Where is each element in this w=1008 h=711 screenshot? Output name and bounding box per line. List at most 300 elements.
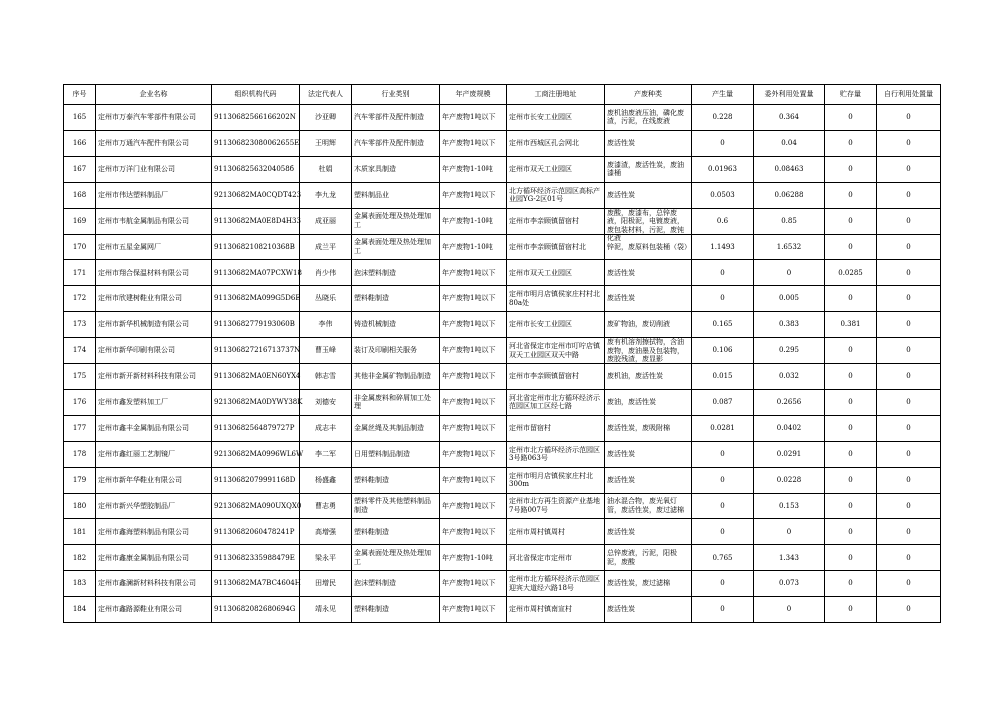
cell-legal-rep-text: 曹玉峰 — [315, 346, 336, 355]
cell-output-text: 0 — [720, 527, 725, 536]
cell-output-text: 0 — [720, 501, 725, 510]
cell-org-code-text: 91130682564879727P — [214, 424, 295, 433]
cell-outsourced — [754, 156, 825, 182]
cell-index — [64, 441, 96, 467]
cell-storage — [825, 545, 877, 571]
cell-legal-rep-text: 梁永平 — [315, 553, 336, 562]
cell-waste-type — [605, 545, 692, 571]
cell-storage — [825, 519, 877, 545]
cell-company — [96, 441, 212, 467]
cell-address — [507, 234, 605, 260]
cell-industry-text: 其他非金属矿物制品制造 — [354, 372, 431, 381]
cell-address-text: 定州市周村镇周村 — [509, 527, 565, 536]
cell-self-disposal-text: 0 — [906, 320, 911, 329]
cell-storage — [825, 286, 877, 312]
cell-company-text: 定州市新开新材料科技有限公司 — [98, 372, 196, 381]
cell-org-code — [212, 260, 300, 286]
cell-index — [64, 234, 96, 260]
cell-storage-text: 0 — [848, 424, 853, 433]
cell-scale-text: 年产废物1吨以下 — [442, 527, 496, 536]
cell-legal-rep — [300, 519, 352, 545]
enterprise-table — [63, 84, 941, 623]
cell-address — [507, 156, 605, 182]
cell-industry-text: 塑料零件及其他塑料制品制造 — [354, 497, 431, 515]
header-row — [64, 85, 941, 105]
cell-storage — [825, 415, 877, 441]
cell-company — [96, 234, 212, 260]
cell-self-disposal — [877, 234, 941, 260]
cell-outsourced — [754, 105, 825, 131]
cell-company — [96, 545, 212, 571]
cell-legal-rep — [300, 105, 352, 131]
cell-index-text: 166 — [72, 139, 87, 148]
cell-outsourced-text: 0.295 — [778, 346, 800, 355]
cell-index — [64, 415, 96, 441]
cell-output — [692, 441, 754, 467]
cell-address-text: 定州市双天工业园区 — [509, 164, 572, 173]
cell-org-code-text: 91130682060478241P — [214, 527, 295, 536]
cell-industry-text: 金属表面处理及热处理加工 — [354, 212, 431, 230]
cell-waste-type — [605, 156, 692, 182]
cell-output-text: 0 — [720, 294, 725, 303]
header-storage: 贮存量 — [825, 85, 877, 105]
cell-company — [96, 260, 212, 286]
cell-outsourced-text: 1.6532 — [776, 242, 802, 251]
cell-scale — [440, 364, 507, 390]
cell-legal-rep — [300, 182, 352, 208]
table-row — [64, 467, 941, 493]
table-row — [64, 364, 941, 390]
cell-address-text: 定州市周村镇南宣村 — [509, 605, 572, 614]
cell-org-code-text: 92130682MA0DYWY38K — [214, 398, 303, 407]
header-scale: 年产废规模 — [440, 85, 507, 105]
cell-outsourced — [754, 286, 825, 312]
cell-outsourced — [754, 597, 825, 623]
cell-org-code — [212, 545, 300, 571]
cell-output-text: 0.01963 — [708, 164, 737, 173]
cell-outsourced-text: 0.383 — [778, 320, 800, 329]
cell-outsourced-text: 0.04 — [781, 139, 797, 148]
cell-self-disposal — [877, 105, 941, 131]
cell-org-code — [212, 519, 300, 545]
cell-org-code-text: 92130682MA0996WL6W — [214, 449, 304, 458]
cell-self-disposal-text: 0 — [906, 398, 911, 407]
cell-waste-type — [605, 390, 692, 416]
cell-company — [96, 364, 212, 390]
cell-scale-text: 年产废物1-10吨 — [442, 242, 493, 251]
cell-legal-rep-text: 李伟 — [318, 320, 333, 329]
cell-storage-text: 0 — [848, 242, 853, 251]
cell-legal-rep-text: 丛晓乐 — [315, 294, 336, 303]
cell-org-code — [212, 597, 300, 623]
table-row — [64, 338, 941, 364]
cell-legal-rep-text: 杜娟 — [318, 164, 333, 173]
cell-company-text: 定州市万通汽车配件有限公司 — [98, 139, 189, 148]
table-row — [64, 545, 941, 571]
cell-scale-text: 年产废物1-10吨 — [442, 164, 493, 173]
cell-outsourced — [754, 260, 825, 286]
cell-org-code-text: 91130682MA7BC4604H — [214, 579, 301, 588]
cell-industry — [352, 208, 440, 234]
cell-company-text: 定州市新兴华塑胶制品厂 — [98, 501, 175, 510]
header-org-code: 组织机构代码 — [212, 85, 300, 105]
cell-industry-text: 塑料鞋制造 — [354, 605, 389, 614]
cell-waste-type-text: 废机油，废活性炭 — [607, 372, 663, 381]
cell-waste-type-text: 废有机溶剂擦拭物，含油废物，废油墨及包装物，废胶残渣，废显影 — [607, 338, 684, 364]
cell-scale-text: 年产废物1吨以下 — [442, 579, 496, 588]
cell-index-text: 177 — [72, 424, 87, 433]
cell-output — [692, 597, 754, 623]
cell-outsourced — [754, 130, 825, 156]
cell-legal-rep-text: 李九龙 — [315, 190, 336, 199]
cell-address — [507, 415, 605, 441]
cell-output — [692, 156, 754, 182]
cell-scale — [440, 182, 507, 208]
cell-outsourced-text: 0.0402 — [776, 424, 802, 433]
cell-company — [96, 312, 212, 338]
cell-industry — [352, 441, 440, 467]
cell-self-disposal — [877, 208, 941, 234]
cell-output-text: 0.015 — [712, 372, 733, 381]
cell-legal-rep-text: 高增强 — [315, 527, 336, 536]
cell-index — [64, 182, 96, 208]
cell-scale — [440, 390, 507, 416]
cell-output-text: 0 — [720, 268, 725, 277]
cell-waste-type — [605, 519, 692, 545]
cell-scale-text: 年产废物1吨以下 — [442, 424, 496, 433]
cell-self-disposal — [877, 545, 941, 571]
cell-legal-rep — [300, 286, 352, 312]
cell-scale-text: 年产废物1吨以下 — [442, 346, 496, 355]
cell-org-code — [212, 286, 300, 312]
cell-index — [64, 105, 96, 131]
cell-org-code — [212, 441, 304, 467]
cell-index — [64, 390, 96, 416]
cell-org-code — [212, 364, 300, 390]
cell-scale — [440, 234, 507, 260]
cell-org-code — [212, 130, 300, 156]
header-industry: 行业类别 — [352, 85, 440, 105]
cell-index-text: 182 — [72, 553, 87, 562]
cell-scale — [440, 597, 507, 623]
cell-index — [64, 312, 96, 338]
cell-output — [692, 364, 754, 390]
cell-company-text: 定州市鑫红丽工艺制镜厂 — [98, 449, 175, 458]
cell-storage-text: 0 — [848, 501, 853, 510]
cell-industry — [352, 312, 440, 338]
cell-index — [64, 208, 96, 234]
cell-waste-type-text: 废活性炭 — [607, 527, 635, 536]
cell-company — [96, 467, 212, 493]
cell-waste-type-text: 油水混合物，废光氧灯管，废活性炭，废过滤棉 — [607, 497, 684, 515]
cell-address — [507, 467, 605, 493]
cell-org-code — [212, 312, 300, 338]
cell-output — [692, 545, 754, 571]
cell-storage — [825, 234, 877, 260]
cell-scale-text: 年产废物1吨以下 — [442, 320, 496, 329]
header-waste-type: 产废种类 — [605, 85, 692, 105]
cell-storage — [825, 182, 877, 208]
cell-industry — [352, 260, 440, 286]
cell-output-text: 0 — [720, 605, 725, 614]
cell-storage-text: 0 — [848, 113, 853, 122]
cell-output-text: 1.1493 — [710, 242, 735, 251]
cell-legal-rep — [300, 338, 352, 364]
cell-industry — [352, 597, 440, 623]
cell-waste-type — [605, 338, 692, 364]
cell-storage-text: 0 — [848, 190, 853, 199]
cell-address — [507, 364, 605, 390]
cell-company — [96, 415, 212, 441]
cell-address-text: 定州市李亲顾镇留宿村北 — [509, 242, 586, 251]
cell-company-text: 定州市伟达塑料制品厂 — [98, 190, 168, 199]
header-company: 企业名称 — [96, 85, 212, 105]
cell-scale — [440, 338, 507, 364]
cell-output-text: 0.0281 — [710, 424, 735, 433]
cell-scale-text: 年产废物1-10吨 — [442, 216, 493, 225]
cell-org-code-text: 91130682335988479E — [214, 553, 295, 562]
cell-outsourced — [754, 182, 825, 208]
cell-output-text: 0 — [720, 579, 725, 588]
cell-waste-type — [605, 260, 692, 286]
cell-company — [96, 390, 212, 416]
cell-industry — [352, 415, 440, 441]
cell-output — [692, 105, 754, 131]
cell-outsourced-text: 0 — [786, 605, 792, 614]
cell-scale-text: 年产废物1吨以下 — [442, 475, 496, 484]
cell-storage — [825, 571, 877, 597]
cell-waste-type-text: 废酸，废漆布，总锌废液，阳极泥，电镀废液，废包装材料，污泥，废钝化液 — [607, 208, 684, 243]
cell-legal-rep — [300, 467, 352, 493]
cell-address — [507, 597, 605, 623]
cell-storage-text: 0.381 — [840, 320, 861, 329]
cell-scale-text: 年产废物1吨以下 — [442, 294, 496, 303]
cell-industry — [352, 493, 440, 519]
cell-scale — [440, 493, 507, 519]
cell-outsourced-text: 0.0228 — [776, 475, 802, 484]
cell-self-disposal-text: 0 — [906, 475, 911, 484]
table-row — [64, 312, 941, 338]
cell-org-code-text: 92130682MA0CQDT423 — [214, 190, 302, 199]
cell-waste-type — [605, 105, 692, 131]
cell-legal-rep-text: 成兰平 — [315, 242, 336, 251]
cell-outsourced — [754, 415, 825, 441]
cell-index — [64, 597, 96, 623]
cell-legal-rep — [300, 234, 352, 260]
cell-index-text: 179 — [72, 475, 87, 484]
cell-scale-text: 年产废物1吨以下 — [442, 139, 496, 148]
cell-org-code — [212, 571, 300, 597]
cell-storage-text: 0 — [848, 475, 853, 484]
cell-self-disposal — [877, 493, 941, 519]
cell-outsourced — [754, 467, 825, 493]
cell-address — [507, 182, 605, 208]
cell-index — [64, 467, 96, 493]
cell-output — [692, 130, 754, 156]
cell-address-text: 定州市北方再生资源产业基地7号路007号 — [509, 497, 600, 515]
table-row — [64, 286, 941, 312]
cell-legal-rep — [300, 571, 352, 597]
cell-index-text: 168 — [72, 190, 87, 199]
cell-storage — [825, 390, 877, 416]
cell-company-text: 定州市翔合保温材料有限公司 — [98, 268, 189, 277]
cell-company-text: 定州市五星金属网厂 — [98, 242, 161, 251]
cell-outsourced — [754, 519, 825, 545]
cell-index-text: 173 — [72, 320, 87, 329]
cell-waste-type-text: 废活性炭 — [607, 475, 635, 484]
cell-output-text: 0.6 — [716, 216, 729, 225]
header-address: 工商注册地址 — [507, 85, 605, 105]
cell-outsourced — [754, 338, 825, 364]
cell-org-code-text: 91130682082680694G — [214, 605, 296, 614]
header-legal-rep: 法定代表人 — [300, 85, 352, 105]
cell-self-disposal-text: 0 — [906, 113, 911, 122]
cell-company-text: 定州市万洋门业有限公司 — [98, 164, 175, 173]
cell-waste-type — [605, 467, 692, 493]
cell-self-disposal-text: 0 — [906, 216, 911, 225]
cell-output — [692, 234, 754, 260]
cell-storage-text: 0 — [848, 164, 853, 173]
cell-company — [96, 338, 212, 364]
cell-address-text: 定州市李亲顾镇留宿村 — [509, 372, 579, 381]
cell-legal-rep-text: 靖永见 — [315, 605, 336, 614]
cell-output — [692, 467, 754, 493]
cell-index — [64, 519, 96, 545]
cell-org-code — [212, 493, 300, 519]
cell-self-disposal-text: 0 — [906, 449, 911, 458]
cell-self-disposal — [877, 182, 941, 208]
cell-industry — [352, 519, 440, 545]
header-output: 产生量 — [692, 85, 754, 105]
cell-outsourced-text: 0.0291 — [776, 449, 802, 458]
cell-industry — [352, 467, 440, 493]
cell-outsourced-text: 0.364 — [778, 113, 800, 122]
cell-industry — [352, 234, 440, 260]
cell-scale — [440, 130, 507, 156]
cell-address — [507, 130, 605, 156]
cell-address — [507, 286, 605, 312]
cell-legal-rep — [300, 260, 352, 286]
cell-waste-type — [605, 597, 692, 623]
cell-org-code-text: 91130682MA07PCXW18 — [214, 268, 302, 277]
cell-outsourced — [754, 571, 825, 597]
cell-company — [96, 208, 212, 234]
cell-company — [96, 286, 212, 312]
cell-industry-text: 木质家具制造 — [354, 164, 396, 173]
cell-org-code — [212, 105, 300, 131]
cell-storage-text: 0 — [848, 449, 853, 458]
cell-industry — [352, 338, 440, 364]
cell-address — [507, 519, 605, 545]
cell-company-text: 定州市鑫丰金属制品有限公司 — [98, 424, 189, 433]
cell-storage-text: 0 — [848, 553, 853, 562]
cell-company-text: 定州市鑫路源鞋业有限公司 — [98, 605, 182, 614]
header-index: 序号 — [64, 85, 96, 105]
cell-index — [64, 156, 96, 182]
cell-storage — [825, 208, 877, 234]
cell-output — [692, 182, 754, 208]
cell-output — [692, 338, 754, 364]
cell-company — [96, 519, 212, 545]
cell-storage — [825, 338, 877, 364]
cell-company — [96, 130, 212, 156]
cell-company-text: 定州市鑫澜新材料科技有限公司 — [98, 579, 196, 588]
cell-waste-type-text: 废矿物油，废切削液 — [607, 320, 670, 329]
cell-address-text: 定州市双天工业园区 — [509, 268, 572, 277]
cell-industry-text: 金属丝绳及其制品制造 — [354, 424, 424, 433]
table-row — [64, 208, 941, 234]
cell-output-text: 0.087 — [712, 398, 733, 407]
cell-waste-type-text: 废活性炭，废过滤棉 — [607, 579, 670, 588]
cell-address — [507, 260, 605, 286]
table-row — [64, 493, 941, 519]
cell-index — [64, 260, 96, 286]
cell-company — [96, 493, 212, 519]
table-row — [64, 390, 941, 416]
cell-address-text: 河北省保定市定州市叮咛店镇双天工业园区双天中路 — [509, 342, 600, 359]
cell-index-text: 170 — [72, 242, 87, 251]
cell-self-disposal — [877, 156, 941, 182]
cell-outsourced-text: 0.85 — [781, 216, 797, 225]
cell-address — [507, 390, 605, 416]
cell-scale-text: 年产废物1-10吨 — [442, 553, 493, 562]
cell-storage — [825, 467, 877, 493]
cell-output — [692, 208, 754, 234]
cell-waste-type — [605, 312, 692, 338]
cell-industry — [352, 390, 440, 416]
cell-index — [64, 286, 96, 312]
table-row — [64, 260, 941, 286]
cell-waste-type-text: 锌泥，废原料包装桶（袋） — [607, 242, 691, 251]
cell-scale — [440, 441, 507, 467]
table-row — [64, 415, 941, 441]
cell-self-disposal-text: 0 — [906, 346, 911, 355]
cell-self-disposal — [877, 467, 941, 493]
cell-outsourced — [754, 441, 825, 467]
cell-scale-text: 年产废物1吨以下 — [442, 449, 496, 458]
cell-waste-type — [605, 286, 692, 312]
cell-industry-text: 塑料鞋制造 — [354, 294, 389, 303]
cell-address-text: 定州市北方循环经济示范园区迎宾大道经六路18号 — [509, 575, 600, 592]
cell-self-disposal — [877, 390, 941, 416]
cell-self-disposal-text: 0 — [906, 605, 911, 614]
cell-waste-type-text: 废活性炭 — [607, 268, 635, 277]
cell-storage-text: 0 — [848, 579, 853, 588]
cell-legal-rep — [300, 208, 352, 234]
cell-output — [692, 286, 754, 312]
cell-industry-text: 金属表面处理及热处理加工 — [354, 549, 431, 566]
cell-output — [692, 415, 754, 441]
cell-outsourced — [754, 208, 825, 234]
cell-outsourced-text: 0.005 — [778, 294, 800, 303]
cell-industry-text: 汽车零部件及配件制造 — [354, 113, 424, 122]
cell-industry-text: 泡沫塑料制造 — [354, 579, 396, 588]
cell-index — [64, 364, 96, 390]
header-self-disposal: 自行利用处置量 — [877, 85, 941, 105]
cell-index-text: 172 — [72, 294, 87, 303]
cell-legal-rep-text: 李二军 — [315, 449, 336, 458]
cell-output — [692, 493, 754, 519]
cell-industry — [352, 105, 440, 131]
cell-legal-rep-text: 成亚丽 — [315, 216, 336, 225]
cell-legal-rep — [300, 597, 352, 623]
table-row — [64, 234, 941, 260]
cell-scale-text: 年产废物1吨以下 — [442, 190, 496, 199]
cell-address — [507, 338, 605, 364]
cell-address — [507, 571, 605, 597]
cell-scale-text: 年产废物1吨以下 — [442, 113, 496, 122]
cell-waste-type — [605, 130, 692, 156]
